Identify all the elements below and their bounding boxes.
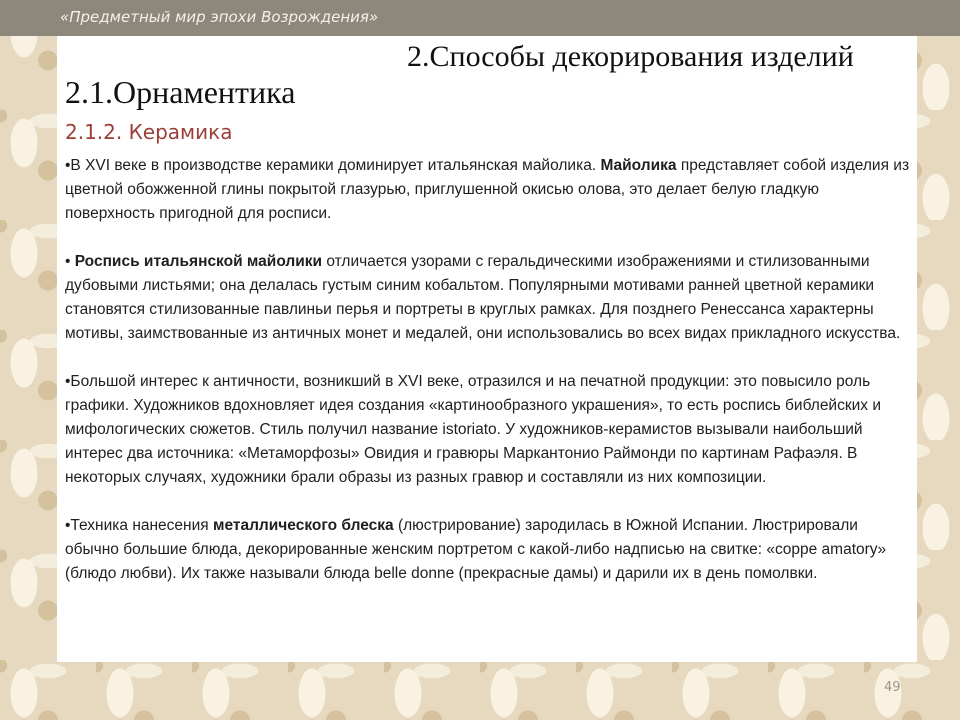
paragraph-painting	[65, 250, 913, 346]
paragraph-text: •В XVI веке в производстве керамики доминирует итальянская майолика.	[65, 157, 601, 174]
term-metallic-luster: металлического блеска	[212, 517, 394, 534]
term-maiolica: Майолика	[600, 157, 677, 174]
paragraph-text: представляет собой изделия из цветной обожженной глины покрытой глазурью, приглушенной окисью олова, это делает белую гладкую поверхность пригодной для росписи.	[65, 157, 910, 222]
paragraph-maiolica	[65, 154, 913, 226]
slide-title: 2.Способы декорирования изделий	[407, 40, 854, 73]
presentation-title: «Предметный мир эпохи Возрождения»	[60, 8, 379, 26]
paragraph-text: •	[65, 253, 75, 270]
paragraph-text: •Большой интерес к античности, возникший в XVI веке, отразился и на печатной продукции: это повысило роль графики. Художников вдохновляет идея создания «картинообразного украшения», то есть роспись библейских и мифологических сюжетов. Стиль получил название istoriato. У художников-керамистов вызывали наибольший интерес два источника: «Метаморфозы» Овидия и гравюры Маркантонио Раймонди по картинам Рафаэля. В некоторых случаях, художники брали образы из разных гравюр и составляли из них композиции.	[65, 373, 881, 486]
paragraph-text: отличается узорами с геральдическими изображениями и стилизованными дубовыми листьями; она делалась густым синим кобальтом. Популярными мотивами ранней цветной керамики становятся стилизованные павлиньи перья и портреты в круглых рамках. Для позднего Ренессанса характерны мотивы, заимствованные из античных монет и медалей, они использовались во всех видах прикладного искусства.	[65, 253, 901, 342]
slide-body	[65, 154, 913, 610]
slide-content-panel	[57, 36, 917, 662]
header-band	[0, 0, 960, 36]
paragraph-text: •Техника нанесения	[65, 517, 213, 534]
paragraph-luster	[65, 514, 913, 586]
paragraph-text: (люстрирование) зародилась в Южной Испании. Люстрировали обычно большие блюда, декорированные женским портретом с какой-либо надписью на свитке: «coppe amatory» (блюдо любви). Их также называли блюда belle donne (прекрасные дамы) и дарили их в день помолвки.	[65, 517, 887, 582]
subsection-title: 2.1.2. Керамика	[65, 120, 233, 144]
paragraph-istoriato	[65, 370, 913, 490]
page-number: 49	[884, 680, 901, 695]
section-title: 2.1.Орнаментика	[65, 74, 296, 110]
term-painting: Роспись итальянской майолики	[74, 253, 323, 270]
